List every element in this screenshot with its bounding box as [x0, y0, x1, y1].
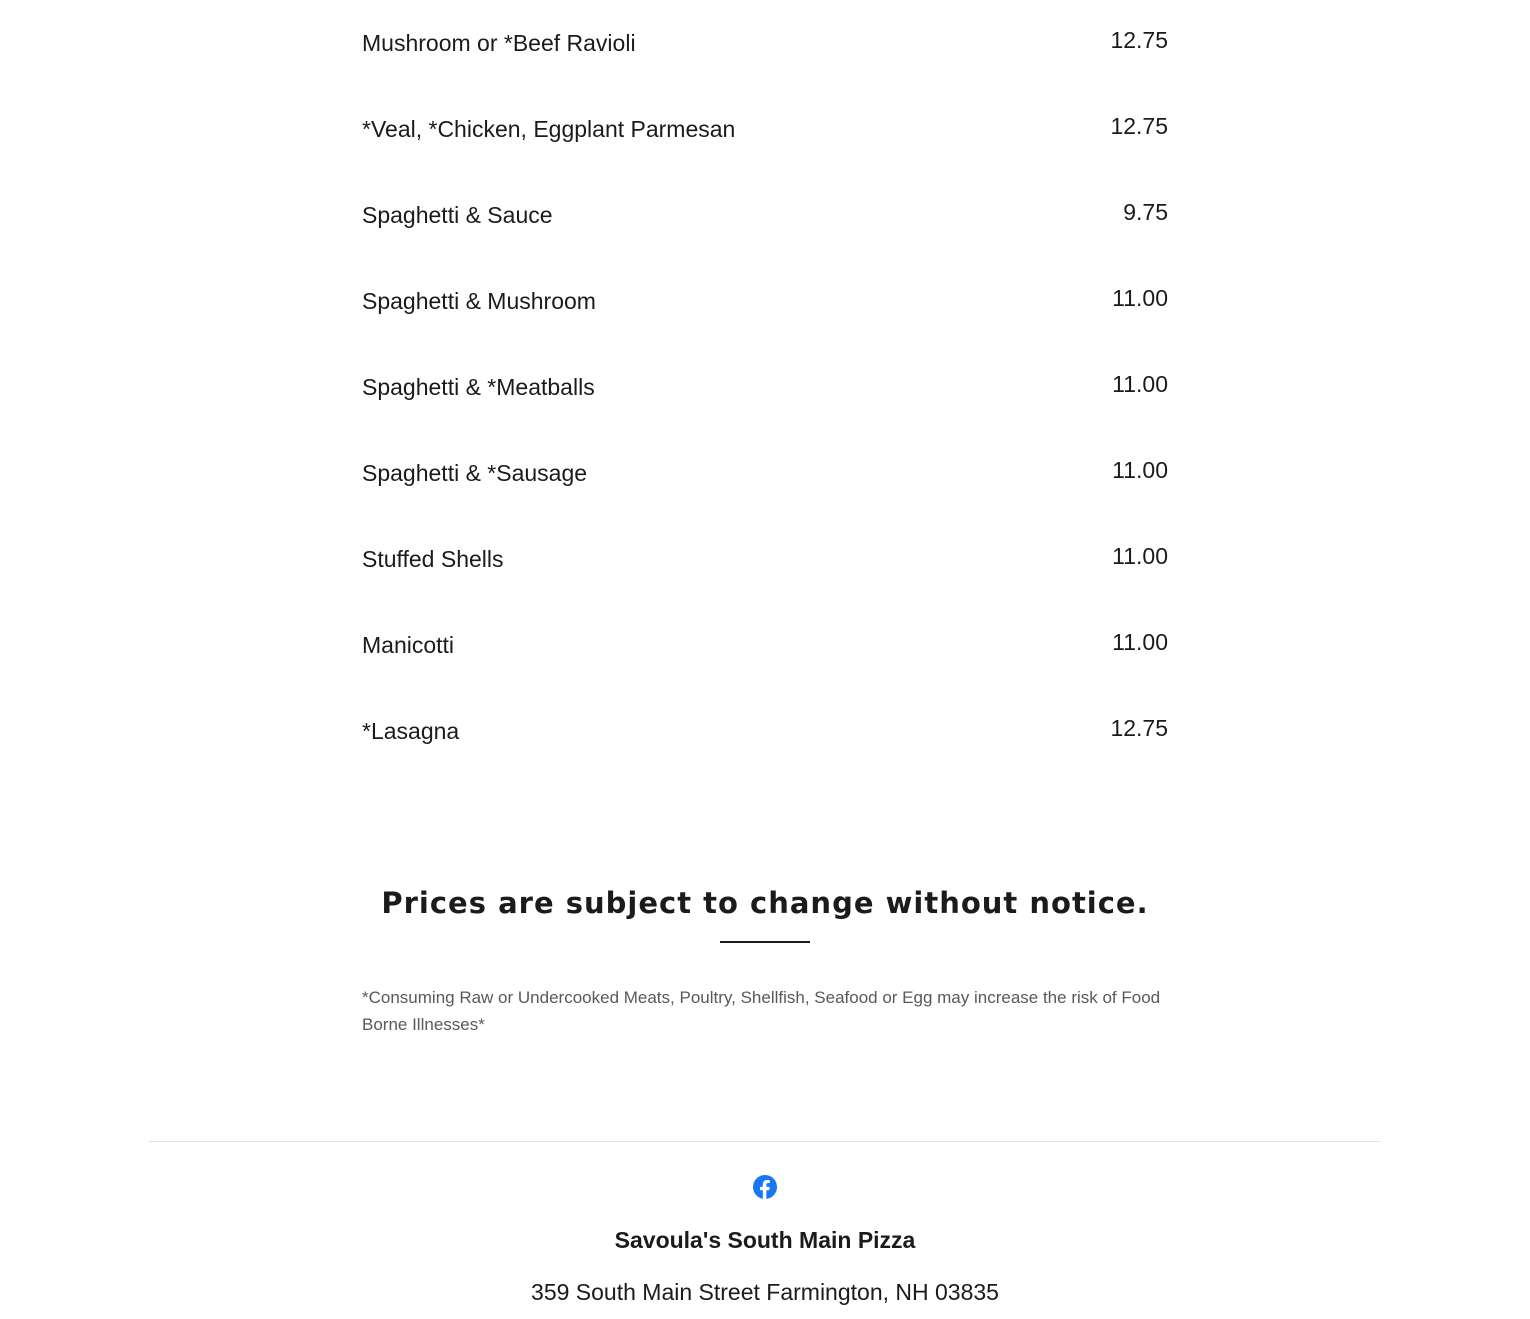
menu-item-name: Spaghetti & *Meatballs [362, 374, 595, 400]
price-notice-heading: Prices are subject to change without notice. [381, 886, 1149, 920]
menu-item-price: 11.00 [1112, 285, 1168, 311]
menu-item-price: 11.00 [1112, 371, 1168, 397]
menu-item-name: Spaghetti & Sauce [362, 202, 553, 228]
menu-item-name: Mushroom or *Beef Ravioli [362, 30, 636, 56]
facebook-link[interactable] [753, 1175, 777, 1199]
menu-item-price: 11.00 [1112, 629, 1168, 655]
footer-divider [149, 1141, 1381, 1142]
facebook-icon [753, 1175, 777, 1199]
menu-item-veal-chicken-eggplant-parmesan [362, 114, 1168, 154]
menu-item-manicotti [362, 630, 1168, 670]
menu-item-price: 11.00 [1112, 457, 1168, 483]
menu-item-lasagna [362, 716, 1168, 756]
menu-item-name: Manicotti [362, 632, 455, 658]
menu-item-price: 12.75 [1110, 113, 1168, 139]
menu-item-spaghetti-sausage [362, 458, 1168, 498]
menu-item-name: *Veal, *Chicken, Eggplant Parmesan [362, 116, 736, 142]
menu-item-name: Spaghetti & *Sausage [362, 460, 588, 486]
menu-item-name: Stuffed Shells [362, 546, 504, 572]
heading-divider [720, 941, 810, 943]
business-address: 359 South Main Street Farmington, NH 03835 [531, 1279, 999, 1305]
menu-item-name: *Lasagna [362, 718, 460, 744]
menu-item-mushroom-beef-ravioli [362, 28, 1168, 68]
menu-item-spaghetti-mushroom [362, 286, 1168, 326]
menu-item-spaghetti-sauce [362, 200, 1168, 240]
food-safety-disclaimer: *Consuming Raw or Undercooked Meats, Poultry, Shellfish, Seafood or Egg may increase the risk of Food Borne Illnesses* [362, 988, 1161, 1034]
menu-item-price: 12.75 [1110, 715, 1168, 741]
business-name: Savoula's South Main Pizza [614, 1227, 916, 1253]
menu-item-price: 12.75 [1110, 27, 1168, 53]
menu-item-price: 11.00 [1112, 543, 1168, 569]
menu-item-spaghetti-meatballs [362, 372, 1168, 412]
menu-item-price: 9.75 [1123, 199, 1168, 225]
menu-item-stuffed-shells [362, 544, 1168, 584]
menu-item-name: Spaghetti & Mushroom [362, 288, 596, 314]
